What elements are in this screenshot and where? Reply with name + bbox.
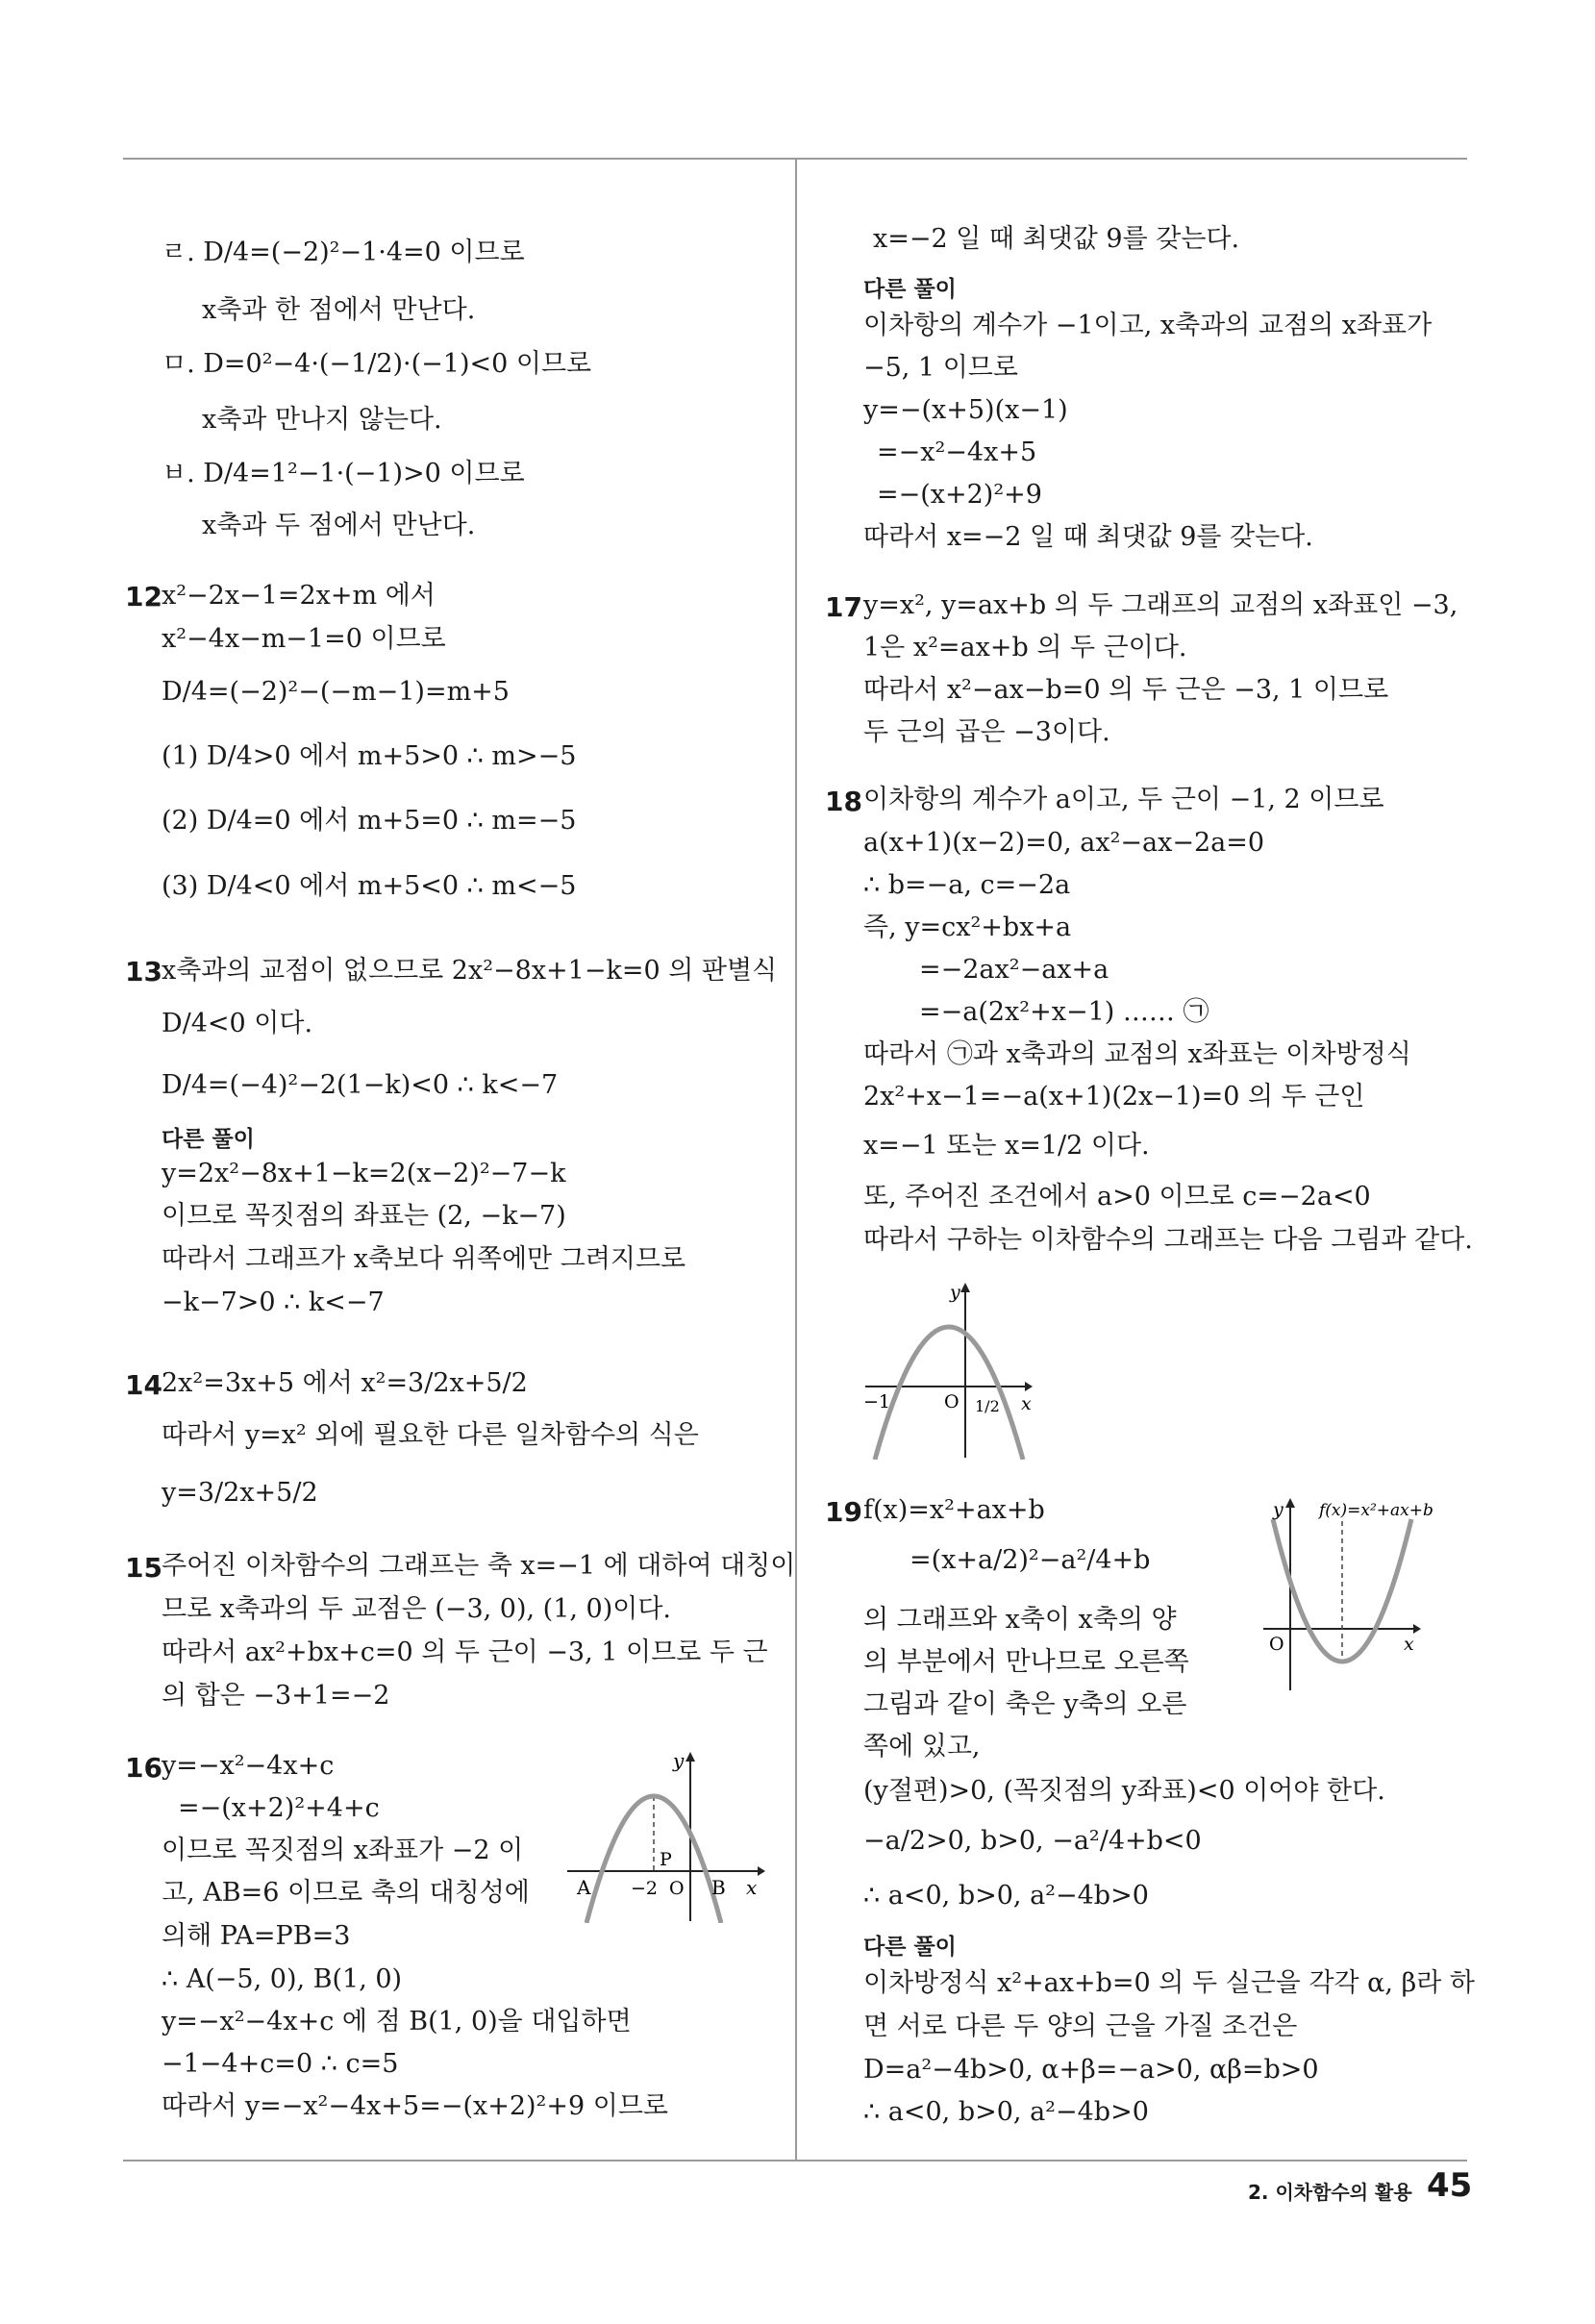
p19-line8: −a/2>0, b>0, −a²/4+b<0 [863, 1826, 1202, 1856]
p16-line8: −1−4+c=0 ∴ c=5 [162, 2049, 399, 2079]
p15-line1: 주어진 이차함수의 그래프는 축 x=−1 에 대하여 대칭이 [162, 1551, 796, 1581]
p14-line3: y=3/2x+5/2 [162, 1478, 318, 1508]
p18-line3: ∴ b=−a, c=−2a [863, 870, 1071, 900]
p18-parabola-graph [861, 1281, 1038, 1460]
p12-line6: (3) D/4<0 에서 m+5<0 ∴ m<−5 [162, 871, 577, 901]
p18-line1: 이차항의 계수가 a이고, 두 근이 −1, 2 이므로 [863, 785, 1384, 814]
p19-line6: 쪽에 있고, [863, 1732, 981, 1762]
p12-line3: D/4=(−2)²−(−m−1)=m+5 [162, 677, 510, 707]
p18-line11: 따라서 구하는 이차함수의 그래프는 다음 그림과 같다. [863, 1225, 1473, 1255]
p18-line10: 또, 주어진 조건에서 a>0 이므로 c=−2a<0 [863, 1182, 1371, 1212]
p18-x-arrow [1025, 1382, 1033, 1391]
problem-number-13: 13 [125, 956, 162, 987]
p19-alt-solution-label: 다른 풀이 [863, 1935, 957, 1960]
p18-label-minus1: −1 [863, 1391, 891, 1412]
p16c-line7: 따라서 x=−2 일 때 최댓값 9를 갖는다. [863, 522, 1313, 552]
footer-chapter-label: 2. 이차함수의 활용 [1248, 2181, 1412, 2204]
p18-label-half: 1/2 [975, 1397, 1000, 1415]
p19-line10: 이차방정식 x²+ax+b=0 의 두 실근을 각각 α, β라 하 [863, 1968, 1475, 1998]
p13-line1: x축과의 교점이 없으므로 2x²−8x+1−k=0 의 판별식 [162, 956, 778, 986]
p16-parabola-graph [565, 1750, 767, 1923]
problem-number-17: 17 [825, 591, 862, 623]
p16c-alt-solution-label: 다른 풀이 [863, 277, 957, 302]
p19-line5: 그림과 같이 축은 y축의 오른 [863, 1689, 1187, 1719]
p16c-line1: x=−2 일 때 최댓값 9를 갖는다. [873, 224, 1240, 254]
p13-line4: y=2x²−8x+1−k=2(x−2)²−7−k [162, 1159, 566, 1188]
p15-line4: 의 합은 −3+1=−2 [162, 1681, 390, 1711]
problem-number-19: 19 [825, 1496, 862, 1528]
p16-line1: y=−x²−4x+c [162, 1751, 335, 1781]
p16-label-O: O [669, 1878, 685, 1899]
p16-line6: ∴ A(−5, 0), B(1, 0) [162, 1964, 403, 1994]
p18-line7: 따라서 ㉠과 x축과의 교점의 x좌표는 이차방정식 [863, 1039, 1411, 1069]
p16-y-arrow [685, 1752, 695, 1762]
bottom-rule [123, 2160, 1467, 2162]
p16-label-B: B [711, 1876, 726, 1899]
p19-label-x: x [1404, 1634, 1414, 1655]
p14-line2: 따라서 y=x² 외에 필요한 다른 일차함수의 식은 [162, 1420, 699, 1450]
p15-line3: 따라서 ax²+bx+c=0 의 두 근이 −3, 1 이므로 두 근 [162, 1637, 768, 1667]
p16-line4: 고, AB=6 이므로 축의 대칭성에 [162, 1878, 530, 1908]
p16-line5: 의해 PA=PB=3 [162, 1921, 351, 1951]
p19-line7: (y절편)>0, (꼭짓점의 y좌표)<0 이어야 한다. [863, 1776, 1385, 1806]
p18-line5: =−2ax²−ax+a [919, 955, 1109, 985]
p19-y-arrow [1285, 1498, 1295, 1508]
p12-line1: x²−2x−1=2x+m 에서 [162, 581, 436, 611]
p19-line1: f(x)=x²+ax+b [863, 1495, 1045, 1525]
p16c-line5: =−x²−4x+5 [877, 437, 1037, 467]
problem-number-14: 14 [125, 1369, 162, 1401]
p16c-line4: y=−(x+5)(x−1) [863, 395, 1068, 425]
p11-line3: ㅁ. D=0²−4·(−1/2)·(−1)<0 이므로 [162, 349, 592, 379]
p19-line11: 면 서로 다른 두 양의 근을 가질 조건은 [863, 2012, 1298, 2041]
p12-line4: (1) D/4>0 에서 m+5>0 ∴ m>−5 [162, 741, 577, 771]
p19-line3: 의 그래프와 x축이 x축의 양 [863, 1605, 1177, 1635]
p19-label-y: y [1273, 1499, 1283, 1520]
p16c-line3: −5, 1 이므로 [863, 353, 1018, 383]
p11-line2: x축과 한 점에서 만난다. [202, 295, 476, 325]
p19-line2: =(x+a/2)²−a²/4+b [910, 1545, 1151, 1575]
problem-number-12: 12 [125, 581, 162, 612]
p11-line1: ㄹ. D/4=(−2)²−1·4=0 이므로 [162, 237, 525, 267]
p19-x-arrow [1413, 1624, 1421, 1634]
problem-number-16: 16 [125, 1752, 162, 1784]
p16-line2: =−(x+2)²+4+c [178, 1793, 380, 1823]
p13-line2: D/4<0 이다. [162, 1009, 313, 1038]
p15-line2: 므로 x축과의 두 교점은 (−3, 0), (1, 0)이다. [162, 1594, 672, 1624]
p18-line6: =−a(2x²+x−1) …… ㉠ [919, 997, 1209, 1027]
column-divider [795, 158, 797, 2160]
p16-label-P: P [660, 1849, 672, 1870]
p14-line1: 2x²=3x+5 에서 x²=3/2x+5/2 [162, 1368, 528, 1398]
p11-line4: x축과 만나지 않는다. [202, 405, 442, 435]
p18-label-x: x [1021, 1393, 1032, 1414]
p18-line4: 즉, y=cx²+bx+a [863, 912, 1072, 942]
p13-line3: D/4=(−4)²−2(1−k)<0 ∴ k<−7 [162, 1070, 559, 1100]
p18-label-O: O [944, 1391, 959, 1412]
p16-line3: 이므로 꼭짓점의 x좌표가 −2 이 [162, 1836, 524, 1865]
p13-alt-solution-label: 다른 풀이 [162, 1127, 255, 1152]
footer-page-number: 45 [1427, 2166, 1473, 2205]
p17-line3: 따라서 x²−ax−b=0 의 두 근은 −3, 1 이므로 [863, 675, 1389, 705]
p17-line2: 1은 x²=ax+b 의 두 근이다. [863, 633, 1187, 662]
p12-line5: (2) D/4=0 에서 m+5=0 ∴ m=−5 [162, 806, 577, 836]
p17-line1: y=x², y=ax+b 의 두 그래프의 교점의 x좌표인 −3, [863, 590, 1458, 620]
p13-line6: 따라서 그래프가 x축보다 위쪽에만 그려지므로 [162, 1244, 686, 1274]
p16-label-minus2: −2 [631, 1878, 659, 1899]
p12-line2: x²−4x−m−1=0 이므로 [162, 624, 446, 654]
p16-x-arrow [758, 1866, 765, 1876]
p11-line6: x축과 두 점에서 만난다. [202, 511, 476, 540]
p19-line13: ∴ a<0, b>0, a²−4b>0 [863, 2097, 1149, 2127]
p19-line12: D=a²−4b>0, α+β=−a>0, αβ=b>0 [863, 2055, 1319, 2085]
p11-line5: ㅂ. D/4=1²−1·(−1)>0 이므로 [162, 459, 525, 488]
p19-parabola-graph [1250, 1492, 1477, 1692]
problem-number-18: 18 [825, 786, 862, 817]
p16-line9: 따라서 y=−x²−4x+5=−(x+2)²+9 이므로 [162, 2091, 669, 2121]
p19-line9: ∴ a<0, b>0, a²−4b>0 [863, 1881, 1149, 1911]
p18-line8: 2x²+x−1=−a(x+1)(2x−1)=0 의 두 근인 [863, 1082, 1365, 1112]
p16c-line6: =−(x+2)²+9 [877, 480, 1042, 510]
p19-label-O: O [1269, 1634, 1284, 1655]
p18-line2: a(x+1)(x−2)=0, ax²−ax−2a=0 [863, 828, 1265, 858]
p18-label-y: y [950, 1282, 960, 1303]
p16c-line2: 이차항의 계수가 −1이고, x축과의 교점의 x좌표가 [863, 311, 1433, 340]
p16-line7: y=−x²−4x+c 에 점 B(1, 0)을 대입하면 [162, 2007, 632, 2037]
p19-line4: 의 부분에서 만나므로 오른쪽 [863, 1647, 1189, 1677]
p19-label-function: f(x)=x²+ax+b [1319, 1501, 1433, 1520]
p17-line4: 두 근의 곱은 −3이다. [863, 717, 1110, 747]
p16-label-y: y [673, 1750, 685, 1772]
p18-line9: x=−1 또는 x=1/2 이다. [863, 1131, 1150, 1161]
problem-number-15: 15 [125, 1552, 162, 1584]
p18-y-arrow [960, 1283, 970, 1292]
p16-label-A: A [577, 1876, 591, 1899]
p13-line5: 이므로 꼭짓점의 좌표는 (2, −k−7) [162, 1201, 566, 1231]
p13-line7: −k−7>0 ∴ k<−7 [162, 1287, 385, 1317]
p16-label-x: x [746, 1876, 758, 1899]
